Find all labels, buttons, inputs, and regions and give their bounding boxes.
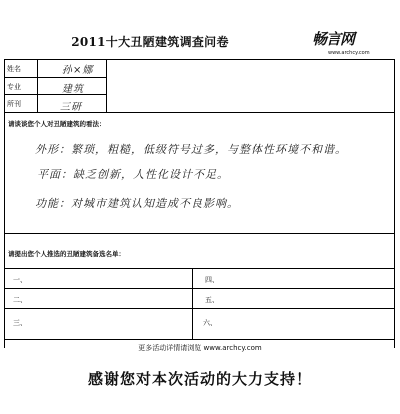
frame-right bbox=[394, 59, 395, 348]
divider-question2 bbox=[4, 233, 395, 234]
question1-prompt: 请谈谈您个人对丑陋建筑的看法： bbox=[8, 120, 106, 128]
nominee-number-5: 五、 bbox=[205, 296, 219, 304]
nominee-grid-row3 bbox=[4, 308, 395, 309]
nominee-number-2: 二、 bbox=[13, 296, 27, 304]
nominee-grid-mid bbox=[192, 268, 193, 339]
thanks-message: 感谢您对本次活动的大力支持！ bbox=[87, 370, 312, 388]
frame-top bbox=[4, 59, 395, 60]
field-label-major: 专业 bbox=[7, 83, 21, 91]
answer-line-3: 功能：对城市建筑认知造成不良影响。 bbox=[35, 197, 239, 210]
field-value-name: 孙×娜 bbox=[62, 65, 94, 76]
field-column-divider bbox=[37, 59, 38, 112]
field-value-grade: 三研 bbox=[60, 102, 82, 113]
frame-bottom bbox=[4, 339, 395, 340]
frame-left bbox=[4, 59, 5, 348]
survey-title: 2011十大丑陋建筑调查问卷 bbox=[71, 35, 229, 49]
logo-url: www.archcy.com bbox=[328, 50, 370, 56]
nominee-number-6: 六、 bbox=[203, 319, 217, 327]
question2-prompt: 请提出您个人推选的丑陋建筑备选名单： bbox=[8, 250, 125, 258]
logo-text: 畅言网 bbox=[312, 30, 355, 48]
answer-line-1: 外形：繁琐，粗糙，低级符号过多，与整体性环境不和谐。 bbox=[35, 143, 347, 156]
field-column-right bbox=[106, 59, 107, 112]
nominee-number-3: 三、 bbox=[13, 319, 27, 327]
field-label-grade: 所刊 bbox=[7, 100, 21, 108]
answer-line-2: 平面：缺乏创新，人性化设计不足。 bbox=[37, 168, 229, 181]
nominee-grid-top bbox=[4, 268, 395, 269]
divider-name bbox=[4, 77, 106, 78]
field-label-name: 姓名 bbox=[7, 65, 21, 73]
field-value-major: 建筑 bbox=[62, 84, 84, 95]
nominee-grid-row2 bbox=[4, 288, 395, 289]
nominee-number-1: 一、 bbox=[13, 276, 27, 284]
divider-major bbox=[4, 94, 106, 95]
site-logo bbox=[298, 28, 383, 62]
footer-info: 更多活动详情请浏览 www.archcy.com bbox=[138, 344, 262, 352]
nominee-number-4: 四、 bbox=[205, 276, 219, 284]
